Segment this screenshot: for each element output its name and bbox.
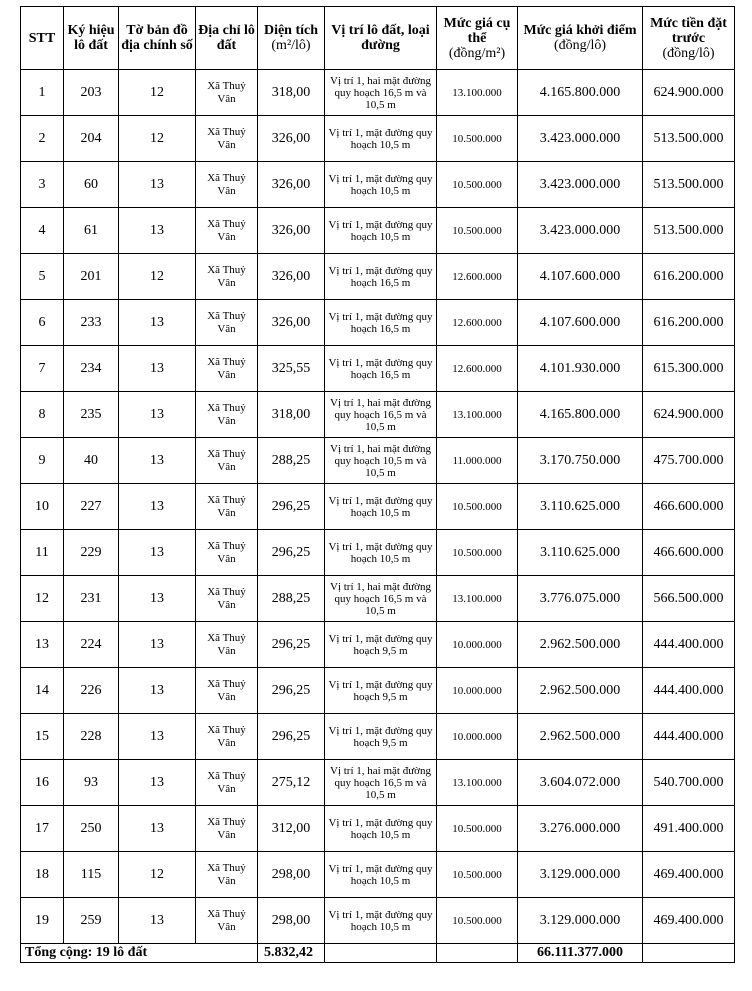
table-row (21, 438, 735, 484)
header-stt (21, 7, 64, 70)
cell-unit-price: 11.000.000 (437, 438, 518, 484)
header-address (196, 7, 258, 70)
cell-lot-symbol: 93 (64, 760, 119, 806)
cell-stt: 10 (21, 484, 64, 530)
cell-stt: 5 (21, 254, 64, 300)
cell-stt: 9 (21, 438, 64, 484)
cell-start-price: 3.423.000.000 (518, 116, 643, 162)
table-row (21, 254, 735, 300)
table-row (21, 116, 735, 162)
cell-start-price: 3.423.000.000 (518, 208, 643, 254)
cell-stt: 16 (21, 760, 64, 806)
cell-area: 318,00 (258, 392, 325, 438)
cell-deposit: 615.300.000 (643, 346, 735, 392)
cell-map-sheet: 13 (119, 668, 196, 714)
cell-unit-price: 10.500.000 (437, 162, 518, 208)
table-row (21, 484, 735, 530)
cell-lot-symbol: 40 (64, 438, 119, 484)
cell-start-price: 4.107.600.000 (518, 254, 643, 300)
cell-area: 325,55 (258, 346, 325, 392)
cell-start-price: 3.276.000.000 (518, 806, 643, 852)
header-start-price (518, 7, 643, 70)
cell-deposit: 475.700.000 (643, 438, 735, 484)
table-row (21, 346, 735, 392)
cell-location: Vị trí 1, mặt đường quy hoạch 10,5 m (325, 898, 437, 944)
table-row (21, 806, 735, 852)
cell-stt: 4 (21, 208, 64, 254)
header-location-label: Vị trí lô đất, loại đường (331, 23, 430, 53)
cell-location: Vị trí 1, hai mặt đường quy hoạch 10,5 m và 10,5 m (325, 438, 437, 484)
table-row (21, 70, 735, 116)
header-area (258, 7, 325, 70)
cell-location: Vị trí 1, mặt đường quy hoạch 10,5 m (325, 208, 437, 254)
cell-location: Vị trí 1, mặt đường quy hoạch 9,5 m (325, 668, 437, 714)
header-deposit (643, 7, 735, 70)
cell-stt: 17 (21, 806, 64, 852)
cell-map-sheet: 13 (119, 576, 196, 622)
header-deposit-label: Mức tiền đặt trước (650, 15, 727, 46)
cell-stt: 1 (21, 70, 64, 116)
cell-address: Xã Thuỷ Vân (196, 116, 258, 162)
cell-address: Xã Thuỷ Vân (196, 208, 258, 254)
cell-address: Xã Thuỷ Vân (196, 852, 258, 898)
cell-unit-price: 10.500.000 (437, 852, 518, 898)
cell-map-sheet: 13 (119, 714, 196, 760)
cell-unit-price: 10.000.000 (437, 668, 518, 714)
cell-location: Vị trí 1, mặt đường quy hoạch 9,5 m (325, 714, 437, 760)
table-row (21, 622, 735, 668)
cell-address: Xã Thuỷ Vân (196, 300, 258, 346)
total-start-price: 66.111.377.000 (518, 944, 643, 963)
header-map-sheet-label: Tờ bản đồ địa chính số (121, 23, 193, 53)
cell-unit-price: 10.000.000 (437, 714, 518, 760)
cell-location: Vị trí 1, mặt đường quy hoạch 10,5 m (325, 530, 437, 576)
cell-address: Xã Thuỷ Vân (196, 806, 258, 852)
cell-unit-price: 13.100.000 (437, 70, 518, 116)
cell-unit-price: 13.100.000 (437, 760, 518, 806)
cell-stt: 14 (21, 668, 64, 714)
total-label: Tổng cộng: 19 lô đất (21, 944, 258, 963)
cell-area: 296,25 (258, 714, 325, 760)
cell-area: 326,00 (258, 208, 325, 254)
cell-start-price: 3.129.000.000 (518, 852, 643, 898)
cell-lot-symbol: 228 (64, 714, 119, 760)
header-start-price-label: Mức giá khởi điểm (523, 23, 637, 38)
table-row (21, 208, 735, 254)
table-row (21, 760, 735, 806)
cell-map-sheet: 12 (119, 254, 196, 300)
cell-unit-price: 13.100.000 (437, 576, 518, 622)
cell-address: Xã Thuỷ Vân (196, 714, 258, 760)
cell-stt: 8 (21, 392, 64, 438)
cell-map-sheet: 13 (119, 438, 196, 484)
table-row (21, 852, 735, 898)
cell-lot-symbol: 204 (64, 116, 119, 162)
cell-unit-price: 10.500.000 (437, 484, 518, 530)
cell-deposit: 491.400.000 (643, 806, 735, 852)
cell-area: 288,25 (258, 576, 325, 622)
cell-deposit: 513.500.000 (643, 162, 735, 208)
cell-area: 326,00 (258, 254, 325, 300)
cell-location: Vị trí 1, hai mặt đường quy hoạch 16,5 m và 10,5 m (325, 576, 437, 622)
cell-location: Vị trí 1, hai mặt đường quy hoạch 16,5 m và 10,5 m (325, 70, 437, 116)
cell-map-sheet: 13 (119, 162, 196, 208)
cell-lot-symbol: 226 (64, 668, 119, 714)
cell-location: Vị trí 1, mặt đường quy hoạch 10,5 m (325, 116, 437, 162)
cell-deposit: 466.600.000 (643, 484, 735, 530)
table-row (21, 714, 735, 760)
cell-deposit: 469.400.000 (643, 898, 735, 944)
cell-location: Vị trí 1, mặt đường quy hoạch 10,5 m (325, 806, 437, 852)
cell-area: 296,25 (258, 668, 325, 714)
cell-unit-price: 10.500.000 (437, 530, 518, 576)
header-address-label: Địa chỉ lô đất (198, 23, 255, 53)
cell-area: 326,00 (258, 162, 325, 208)
cell-deposit: 616.200.000 (643, 300, 735, 346)
cell-map-sheet: 13 (119, 898, 196, 944)
cell-deposit: 540.700.000 (643, 760, 735, 806)
cell-location: Vị trí 1, hai mặt đường quy hoạch 16,5 m và 10,5 m (325, 392, 437, 438)
cell-map-sheet: 13 (119, 530, 196, 576)
cell-map-sheet: 12 (119, 70, 196, 116)
header-unit-price (437, 7, 518, 70)
cell-lot-symbol: 60 (64, 162, 119, 208)
cell-map-sheet: 13 (119, 346, 196, 392)
total-row (21, 944, 735, 963)
cell-location: Vị trí 1, mặt đường quy hoạch 10,5 m (325, 484, 437, 530)
cell-area: 312,00 (258, 806, 325, 852)
cell-lot-symbol: 259 (64, 898, 119, 944)
table-row (21, 392, 735, 438)
cell-lot-symbol: 224 (64, 622, 119, 668)
cell-address: Xã Thuỷ Vân (196, 346, 258, 392)
cell-unit-price: 10.500.000 (437, 806, 518, 852)
header-lot-symbol (64, 7, 119, 70)
cell-start-price: 3.129.000.000 (518, 898, 643, 944)
cell-start-price: 3.604.072.000 (518, 760, 643, 806)
header-stt-label: STT (28, 30, 56, 46)
cell-deposit: 616.200.000 (643, 254, 735, 300)
cell-stt: 15 (21, 714, 64, 760)
cell-lot-symbol: 250 (64, 806, 119, 852)
cell-start-price: 3.776.075.000 (518, 576, 643, 622)
header-row (21, 7, 735, 70)
cell-map-sheet: 12 (119, 852, 196, 898)
cell-area: 318,00 (258, 70, 325, 116)
cell-location: Vị trí 1, mặt đường quy hoạch 16,5 m (325, 300, 437, 346)
cell-stt: 11 (21, 530, 64, 576)
cell-lot-symbol: 235 (64, 392, 119, 438)
cell-deposit: 624.900.000 (643, 70, 735, 116)
cell-area: 326,00 (258, 116, 325, 162)
cell-address: Xã Thuỷ Vân (196, 668, 258, 714)
cell-start-price: 4.165.800.000 (518, 392, 643, 438)
cell-stt: 6 (21, 300, 64, 346)
cell-stt: 3 (21, 162, 64, 208)
cell-area: 296,25 (258, 622, 325, 668)
cell-start-price: 2.962.500.000 (518, 714, 643, 760)
cell-unit-price: 13.100.000 (437, 392, 518, 438)
cell-map-sheet: 13 (119, 622, 196, 668)
cell-deposit: 444.400.000 (643, 714, 735, 760)
total-empty-unit-price (437, 944, 518, 963)
cell-stt: 18 (21, 852, 64, 898)
cell-address: Xã Thuỷ Vân (196, 254, 258, 300)
cell-start-price: 3.110.625.000 (518, 530, 643, 576)
cell-stt: 7 (21, 346, 64, 392)
cell-area: 288,25 (258, 438, 325, 484)
cell-start-price: 4.101.930.000 (518, 346, 643, 392)
table-row (21, 898, 735, 944)
cell-lot-symbol: 234 (64, 346, 119, 392)
cell-area: 298,00 (258, 898, 325, 944)
cell-lot-symbol: 231 (64, 576, 119, 622)
header-area-label: Diện tích (263, 23, 319, 38)
cell-map-sheet: 12 (119, 116, 196, 162)
land-lot-table (20, 6, 735, 963)
cell-stt: 2 (21, 116, 64, 162)
cell-start-price: 2.962.500.000 (518, 622, 643, 668)
cell-address: Xã Thuỷ Vân (196, 438, 258, 484)
cell-address: Xã Thuỷ Vân (196, 70, 258, 116)
cell-deposit: 444.400.000 (643, 668, 735, 714)
cell-lot-symbol: 227 (64, 484, 119, 530)
cell-unit-price: 10.500.000 (437, 208, 518, 254)
cell-lot-symbol: 233 (64, 300, 119, 346)
total-empty-deposit (643, 944, 735, 963)
cell-location: Vị trí 1, mặt đường quy hoạch 10,5 m (325, 852, 437, 898)
cell-lot-symbol: 201 (64, 254, 119, 300)
cell-area: 275,12 (258, 760, 325, 806)
cell-start-price: 4.165.800.000 (518, 70, 643, 116)
cell-address: Xã Thuỷ Vân (196, 530, 258, 576)
cell-lot-symbol: 115 (64, 852, 119, 898)
cell-lot-symbol: 61 (64, 208, 119, 254)
cell-area: 326,00 (258, 300, 325, 346)
cell-start-price: 2.962.500.000 (518, 668, 643, 714)
header-area-unit: (m²/lô) (271, 38, 311, 53)
cell-stt: 12 (21, 576, 64, 622)
cell-unit-price: 12.600.000 (437, 346, 518, 392)
table-row (21, 668, 735, 714)
table-row (21, 300, 735, 346)
table-row (21, 162, 735, 208)
cell-map-sheet: 13 (119, 484, 196, 530)
cell-lot-symbol: 203 (64, 70, 119, 116)
cell-unit-price: 10.500.000 (437, 898, 518, 944)
cell-map-sheet: 13 (119, 392, 196, 438)
total-area: 5.832,42 (258, 944, 325, 963)
cell-area: 296,25 (258, 530, 325, 576)
cell-address: Xã Thuỷ Vân (196, 760, 258, 806)
cell-map-sheet: 13 (119, 806, 196, 852)
cell-location: Vị trí 1, mặt đường quy hoạch 10,5 m (325, 162, 437, 208)
cell-start-price: 3.423.000.000 (518, 162, 643, 208)
header-map-sheet (119, 7, 196, 70)
cell-unit-price: 12.600.000 (437, 254, 518, 300)
cell-address: Xã Thuỷ Vân (196, 576, 258, 622)
cell-lot-symbol: 229 (64, 530, 119, 576)
header-location (325, 7, 437, 70)
table-row (21, 576, 735, 622)
cell-unit-price: 10.000.000 (437, 622, 518, 668)
cell-deposit: 444.400.000 (643, 622, 735, 668)
cell-area: 298,00 (258, 852, 325, 898)
cell-unit-price: 10.500.000 (437, 116, 518, 162)
header-unit-price-unit: (đồng/m²) (448, 45, 506, 61)
cell-map-sheet: 13 (119, 208, 196, 254)
cell-start-price: 4.107.600.000 (518, 300, 643, 346)
cell-location: Vị trí 1, mặt đường quy hoạch 9,5 m (325, 622, 437, 668)
cell-address: Xã Thuỷ Vân (196, 898, 258, 944)
cell-start-price: 3.170.750.000 (518, 438, 643, 484)
cell-stt: 13 (21, 622, 64, 668)
cell-deposit: 624.900.000 (643, 392, 735, 438)
cell-deposit: 513.500.000 (643, 208, 735, 254)
cell-deposit: 466.600.000 (643, 530, 735, 576)
header-lot-symbol-label: Ký hiệu lô đất (67, 23, 115, 53)
cell-location: Vị trí 1, hai mặt đường quy hoạch 16,5 m và 10,5 m (325, 760, 437, 806)
cell-address: Xã Thuỷ Vân (196, 162, 258, 208)
cell-location: Vị trí 1, mặt đường quy hoạch 16,5 m (325, 254, 437, 300)
cell-address: Xã Thuỷ Vân (196, 622, 258, 668)
cell-location: Vị trí 1, mặt đường quy hoạch 16,5 m (325, 346, 437, 392)
cell-unit-price: 12.600.000 (437, 300, 518, 346)
header-start-price-unit: (đồng/lô) (553, 38, 607, 53)
cell-address: Xã Thuỷ Vân (196, 392, 258, 438)
cell-map-sheet: 13 (119, 760, 196, 806)
cell-deposit: 469.400.000 (643, 852, 735, 898)
cell-address: Xã Thuỷ Vân (196, 484, 258, 530)
cell-deposit: 566.500.000 (643, 576, 735, 622)
total-empty-location (325, 944, 437, 963)
cell-map-sheet: 13 (119, 300, 196, 346)
header-unit-price-label: Mức giá cụ thể (443, 15, 511, 46)
header-deposit-unit: (đồng/lô) (662, 45, 715, 61)
cell-deposit: 513.500.000 (643, 116, 735, 162)
cell-area: 296,25 (258, 484, 325, 530)
cell-stt: 19 (21, 898, 64, 944)
table-row (21, 530, 735, 576)
cell-start-price: 3.110.625.000 (518, 484, 643, 530)
